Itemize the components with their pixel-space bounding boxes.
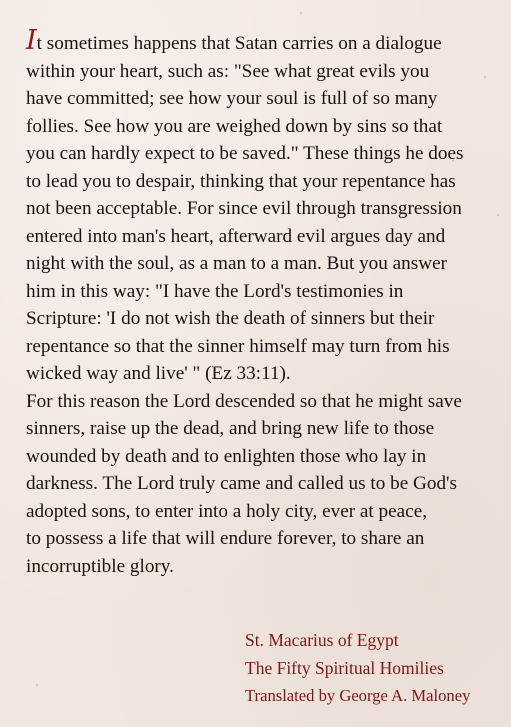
paper-speck (300, 12, 302, 14)
author-name: St. Macarius of Egypt (245, 630, 399, 650)
quote-line: not been acceptable. For since evil through transgression (26, 198, 462, 219)
quote-line: follies. See how you are weighed down by sins so that (26, 115, 443, 137)
quote-line: wounded by death and to enlighten those who lay in (26, 445, 427, 467)
quote-line: within your heart, such as: "See what great evils you (26, 60, 430, 82)
quote-line: repentance so that the sinner himself may turn from his (26, 335, 450, 357)
quote-line: sinners, raise up the dead, and bring new life to those (26, 418, 435, 439)
quote-line: him in this way: "I have the Lord's testimonies in (26, 280, 404, 302)
quote-line-1 (26, 25, 506, 58)
attribution (245, 626, 470, 710)
quote-line: to possess a life that will endure forever, to share an (26, 528, 425, 549)
quote-line: Scripture: 'I do not wish the death of sinners but their (26, 308, 435, 329)
quote-line: night with the soul, as a man to a man. But you answer (26, 253, 447, 274)
quote-text (26, 25, 506, 580)
quote-line: wicked way and live' " (Ez 33:11). (26, 363, 291, 384)
quote-line: have committed; see how your soul is full of so many (26, 88, 438, 109)
quote-line: to lead you to despair, thinking that your repentance has (26, 170, 456, 192)
quote-line: darkness. The Lord truly came and called us to be God's (26, 473, 457, 494)
drop-cap: I (26, 25, 37, 56)
paper-speck (36, 684, 38, 686)
quote-line: incorruptible glory. (26, 555, 174, 577)
quote-line: you can hardly expect to be saved." These things he does (26, 143, 464, 164)
quote-line: adopted sons, to enter into a holy city, ever at peace, (26, 500, 428, 522)
work-title: The Fifty Spiritual Homilies (245, 658, 444, 678)
quote-line-text: t sometimes happens that Satan carries on a dialogue (36, 33, 442, 54)
quote-line: entered into man's heart, afterward evil argues day and (26, 225, 446, 247)
translator-credit: Translated by George A. Maloney (245, 686, 471, 705)
quote-line: For this reason the Lord descended so that he might save (26, 390, 462, 412)
